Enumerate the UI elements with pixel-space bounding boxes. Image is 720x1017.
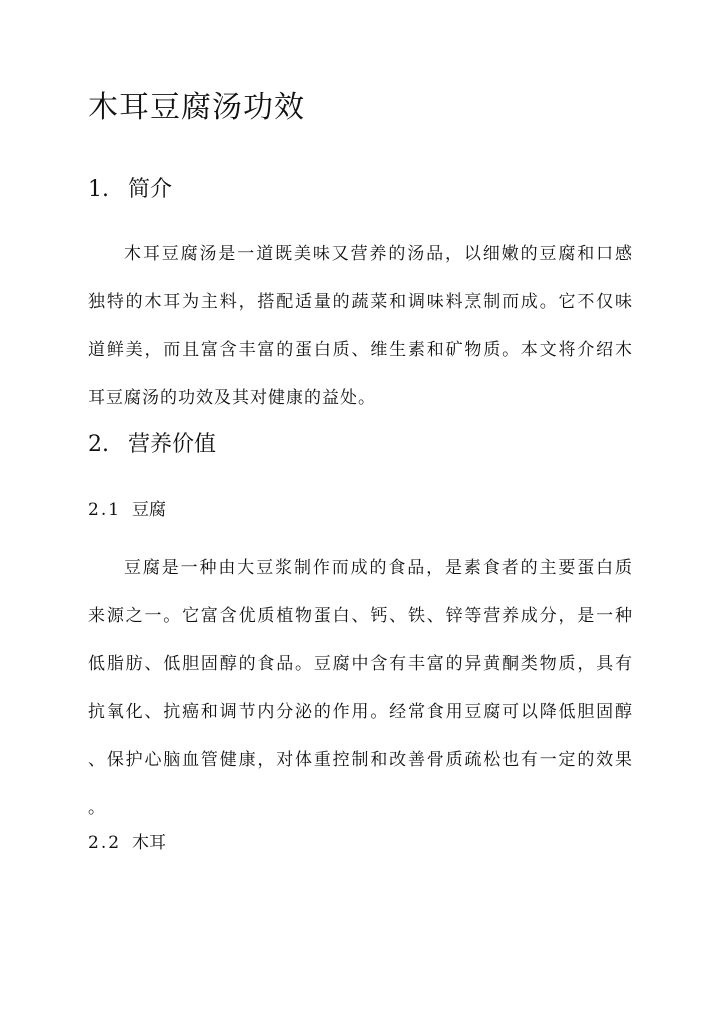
section-number: 2. xyxy=(88,432,109,457)
subsection-heading-tofu xyxy=(88,497,166,523)
paragraph-line: 道鲜美，而且富含丰富的蛋白质、维生素和矿物质。本文将介绍木 xyxy=(88,340,633,360)
subsection-number: 2.1 xyxy=(88,500,122,520)
section-title: 营养价值 xyxy=(128,432,217,457)
section-heading-intro xyxy=(88,174,172,206)
subsection-heading-fungus xyxy=(88,830,166,856)
paragraph-line: 低脂肪、低胆固醇的食品。豆腐中含有丰富的异黄酮类物质，具有 xyxy=(88,654,633,674)
section-heading-nutrition xyxy=(88,429,216,461)
section-title: 简介 xyxy=(128,177,173,202)
paragraph-line: 来源之一。它富含优质植物蛋白、钙、铁、锌等营养成分，是一种 xyxy=(88,606,633,626)
paragraph-line: 抗氧化、抗癌和调节内分泌的作用。经常食用豆腐可以降低胆固醇 xyxy=(88,702,633,722)
subsection-number: 2.2 xyxy=(88,833,122,853)
document-title: 木耳豆腐汤功效 xyxy=(88,90,305,125)
paragraph-line: 豆腐是一种由大豆浆制作而成的食品，是素食者的主要蛋白质 xyxy=(124,558,633,578)
subsection-title: 豆腐 xyxy=(132,500,166,520)
paragraph-line: 独特的木耳为主料，搭配适量的蔬菜和调味料烹制而成。它不仅味 xyxy=(88,292,633,312)
paragraph-line: 耳豆腐汤的功效及其对健康的益处。 xyxy=(88,388,376,408)
section-number: 1. xyxy=(88,177,109,202)
paragraph-line: 、保护心脑血管健康，对体重控制和改善骨质疏松也有一定的效果 xyxy=(88,750,633,770)
paragraph-line: 。 xyxy=(88,798,106,818)
subsection-title: 木耳 xyxy=(132,833,166,853)
paragraph-line: 木耳豆腐汤是一道既美味又营养的汤品，以细嫩的豆腐和口感 xyxy=(124,244,633,264)
tofu-paragraph xyxy=(88,544,633,832)
intro-paragraph xyxy=(88,230,633,422)
